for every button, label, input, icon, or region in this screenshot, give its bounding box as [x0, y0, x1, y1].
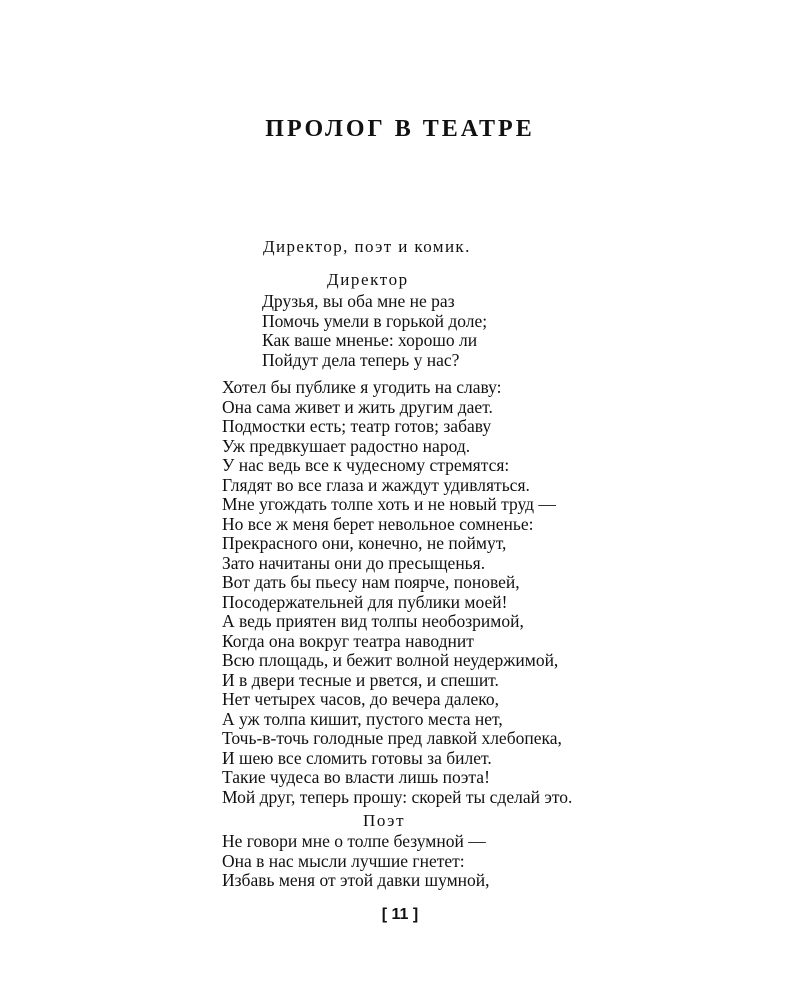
- chapter-title: ПРОЛОГ В ТЕАТРЕ: [265, 116, 535, 142]
- verse-line: Мой друг, теперь прошу: скорей ты сделай это.: [222, 786, 573, 807]
- verse-line: А ведь приятен вид толпы необозримой,: [222, 611, 524, 631]
- verse-line: Она сама живет и жить другим дает.: [222, 396, 493, 417]
- verse-line: Когда она вокруг театра наводнит: [222, 630, 474, 651]
- page-number: [ 11 ]: [381, 906, 419, 923]
- verse-line: Она в нас мысли лучшие гнетет:: [222, 850, 465, 871]
- verse-line: Глядят во все глаза и жаждут удивляться.: [222, 474, 530, 495]
- speaker-director: Директор: [327, 270, 409, 289]
- verse-line: Посодержательней для публики моей!: [222, 591, 508, 612]
- verse-line: Хотел бы публике я угодить на славу:: [222, 377, 502, 397]
- verse-line: Точь-в-точь голодные пред лавкой хлебопека,: [222, 728, 562, 748]
- verse-line: И шею все сломить готовы за билет.: [222, 747, 492, 768]
- verse-line: Нет четырех часов, до вечера далеко,: [222, 689, 499, 709]
- verse-line: Как ваше мненье: хорошо ли: [262, 330, 478, 350]
- speaker-poet: Поэт: [363, 811, 406, 830]
- verse-line: Всю площадь, и бежит волной неудержимой,: [222, 650, 559, 670]
- verse-line: Уж предвкушает радостно народ.: [222, 435, 471, 456]
- verse-line: Зато начитаны они до пресыщенья.: [222, 552, 486, 573]
- director-verse-2: [222, 378, 572, 807]
- verse-line: И в двери тесные и рвется, и спешит.: [222, 669, 499, 690]
- verse-line: Вот дать бы пьесу нам поярче, поновей,: [222, 572, 520, 592]
- verse-line: Не говори мне о толпе безумной —: [222, 831, 486, 851]
- verse-line: Но все ж меня берет невольное сомненье:: [222, 513, 534, 534]
- poet-verse: [222, 832, 490, 891]
- verse-line: Прекрасного они, конечно, не поймут,: [222, 533, 507, 553]
- verse-line: Избавь меня от этой давки шумной,: [222, 870, 490, 890]
- characters-line: Директор, поэт и комик.: [263, 237, 471, 256]
- verse-line: Помочь умели в горькой доле;: [262, 310, 488, 331]
- verse-line: Мне угождать толпе хоть и не новый труд —: [222, 494, 556, 514]
- verse-line: А уж толпа кишит, пустого места нет,: [222, 708, 503, 729]
- verse-line: Такие чудеса во власти лишь поэта!: [222, 767, 490, 787]
- verse-line: Подмостки есть; театр готов; забаву: [222, 416, 492, 436]
- director-verse-1: [262, 292, 487, 370]
- verse-line: Пойдут дела теперь у нас?: [262, 349, 460, 370]
- verse-line: Друзья, вы оба мне не раз: [262, 291, 455, 311]
- verse-line: У нас ведь все к чудесному стремятся:: [222, 455, 510, 475]
